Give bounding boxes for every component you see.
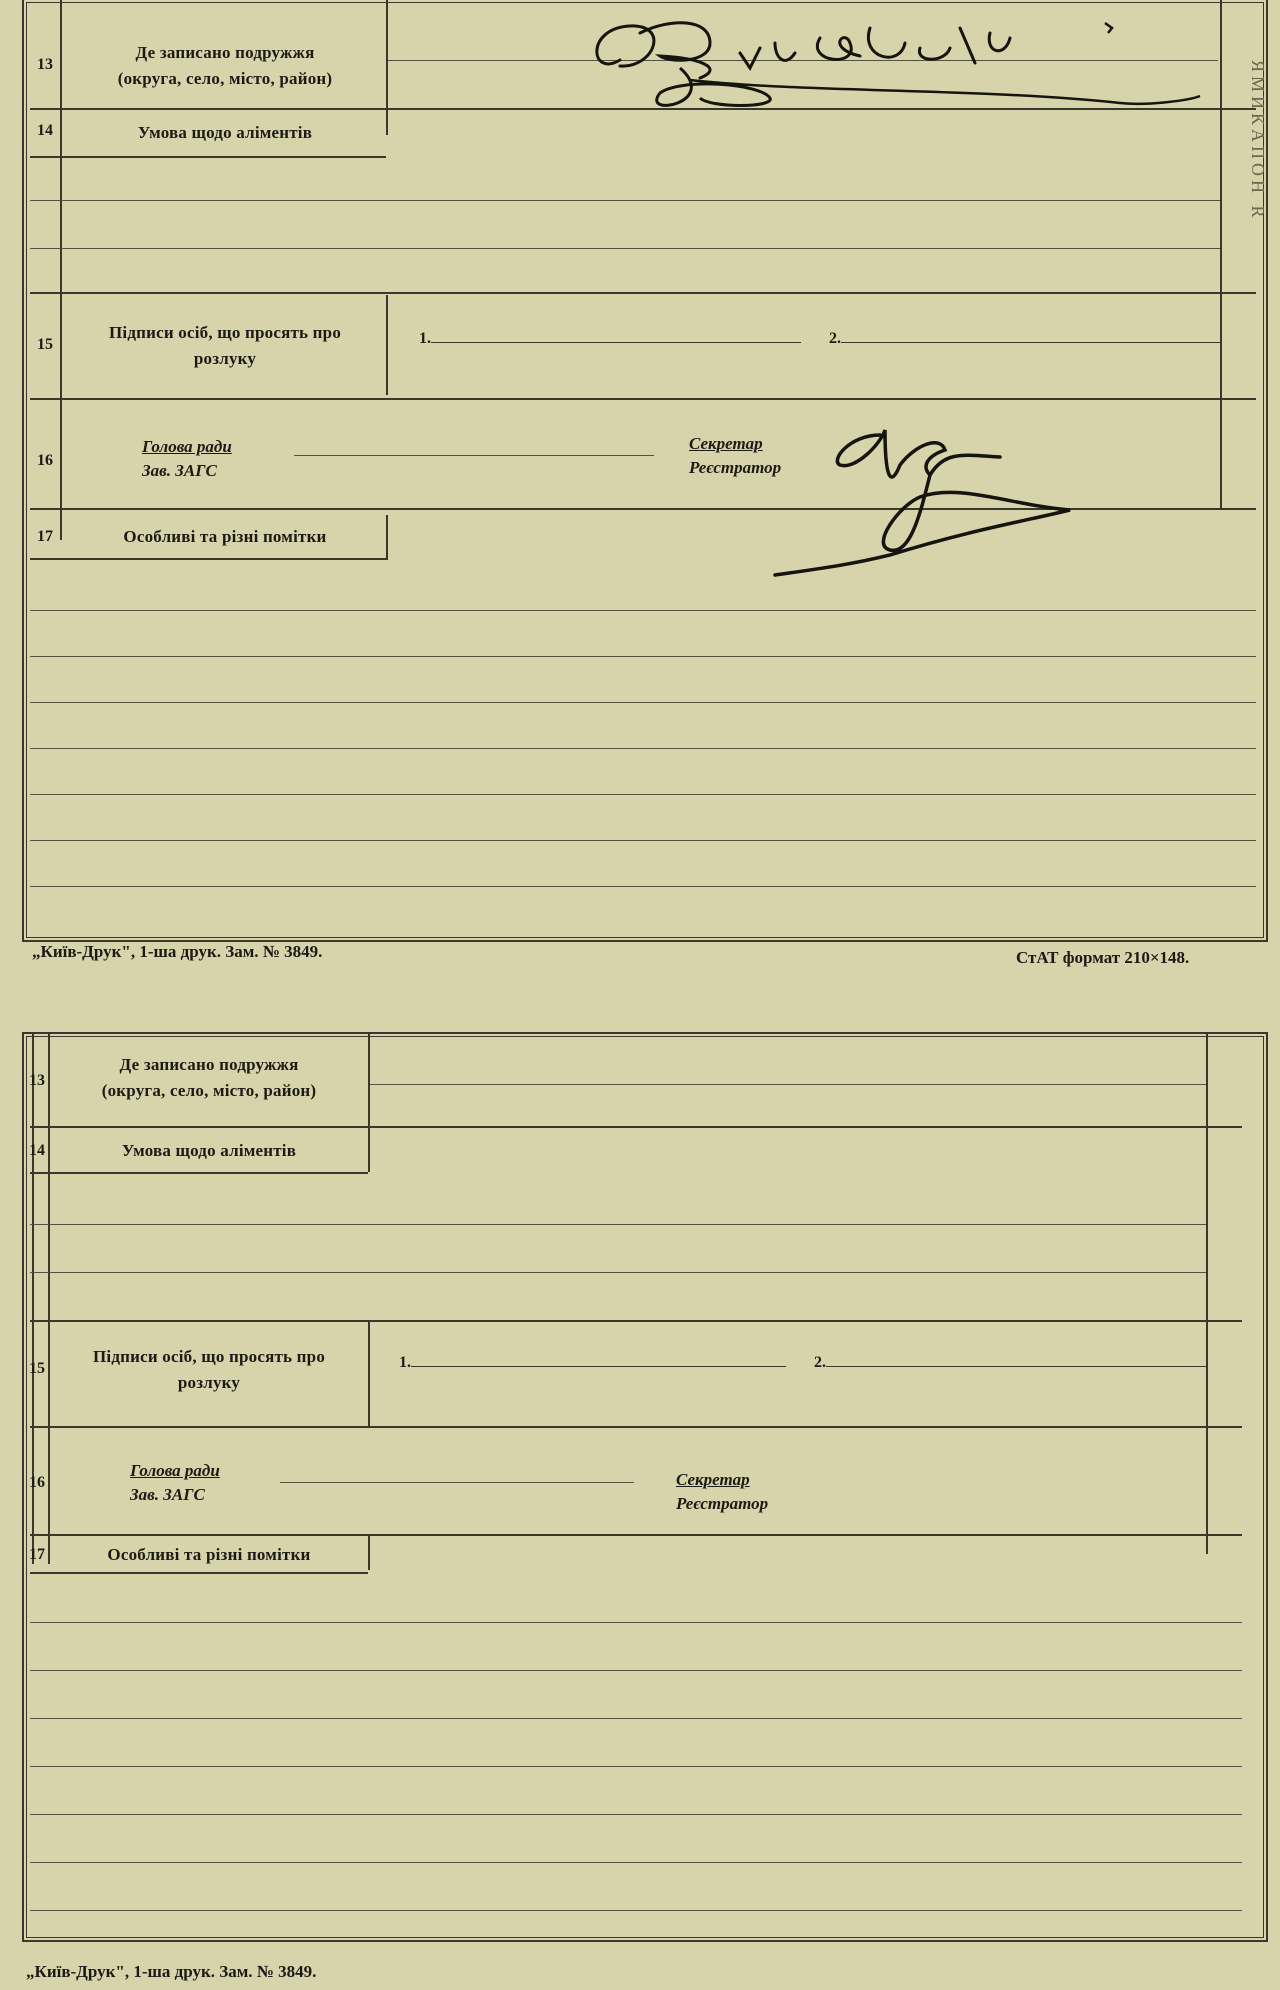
signature-field-2-number: 2. (814, 1354, 826, 1371)
row-divider (30, 1572, 368, 1574)
label-column-divider (386, 515, 388, 560)
registry-head-title: Зав. ЗАГС (130, 1485, 205, 1504)
secretary-signature-label (689, 432, 781, 480)
signature-field-1 (399, 1354, 786, 1372)
row-divider (30, 1534, 1242, 1536)
row-divider (30, 558, 386, 560)
row-number-16: 16 (29, 1474, 45, 1491)
row-number-15: 15 (29, 1360, 45, 1377)
number-column-divider (60, 0, 62, 540)
row-14-label: Умова щодо аліментів (137, 123, 313, 142)
notes-line (30, 1718, 1242, 1719)
row-15-label-line1: Підписи осіб, що просять про (108, 323, 342, 342)
right-margin-divider (1220, 0, 1222, 510)
signature-field-1-number: 1. (419, 330, 431, 347)
secretary-signature-label (676, 1468, 768, 1516)
label-column-divider (368, 1322, 370, 1428)
writing-line (294, 455, 654, 456)
printer-imprint-top: „Київ-Друк", 1-ша друк. Зам. № 3849. (32, 942, 323, 961)
row-number-16: 16 (37, 452, 53, 469)
registry-head-title: Зав. ЗАГС (142, 461, 217, 480)
row-17-label: Особливі та різні помітки (107, 1545, 311, 1564)
signature-field-2-number: 2. (829, 330, 841, 347)
writing-line (30, 200, 1220, 201)
printer-imprint-bottom: „Київ-Друк", 1-ша друк. Зам. № 3849. (26, 1962, 317, 1981)
notes-line (30, 1814, 1242, 1815)
label-column-divider (368, 1034, 370, 1172)
row-15-label-line2: розлуку (193, 349, 257, 368)
writing-line (370, 1084, 1206, 1085)
row-14-label: Умова щодо аліментів (121, 1141, 297, 1160)
row-number-17: 17 (29, 1546, 45, 1563)
signature-field-2 (814, 1354, 1206, 1372)
row-number-13: 13 (37, 56, 53, 73)
row-15-label-line1: Підписи осіб, що просять про (92, 1347, 326, 1366)
handwritten-signature-top (560, 8, 1200, 128)
row-15-label (50, 1344, 368, 1396)
row-divider (30, 398, 1256, 400)
row-number-15: 15 (37, 336, 53, 353)
row-divider (30, 1320, 1242, 1322)
notes-line (30, 1670, 1242, 1671)
label-column-divider (368, 1536, 370, 1570)
notes-line (30, 702, 1256, 703)
row-divider (30, 1426, 1242, 1428)
label-column-divider (386, 295, 388, 395)
notes-line (30, 1910, 1242, 1911)
side-stamp: ЯМИКАПОН R (1248, 60, 1268, 222)
registrar-title: Реєстратор (676, 1494, 769, 1513)
right-margin-divider (1206, 1034, 1208, 1554)
chairman-signature-label (142, 435, 232, 483)
row-13-label (64, 40, 386, 92)
writing-line (30, 1272, 1206, 1273)
row-number-14: 14 (29, 1142, 45, 1159)
notes-line (30, 610, 1256, 611)
row-13-label-line1: Де записано подружжя (119, 1055, 299, 1074)
secretary-title: Секретар (689, 434, 763, 453)
row-15-label-line2: розлуку (177, 1373, 241, 1392)
notes-line (30, 794, 1256, 795)
row-13-label-line2: (округа, село, місто, район) (101, 1081, 317, 1100)
row-13-label-line1: Де записано подружжя (135, 43, 315, 62)
signature-field-2 (829, 330, 1221, 348)
chairman-title: Голова ради (130, 1461, 220, 1480)
writing-line (30, 248, 1220, 249)
chairman-title: Голова ради (142, 437, 232, 456)
row-17-label: Особливі та різні помітки (123, 527, 327, 546)
row-13-label (50, 1052, 368, 1104)
notes-line (30, 840, 1256, 841)
row-divider (30, 1126, 1242, 1128)
format-note: СтАТ формат 210×148. (1016, 948, 1190, 967)
notes-line (30, 1862, 1242, 1863)
divorce-record-form-bottom (22, 1032, 1268, 1942)
handwritten-signature-secretary (770, 405, 1110, 580)
chairman-signature-label (130, 1459, 220, 1507)
row-13-label-line2: (округа, село, місто, район) (117, 69, 333, 88)
signature-field-1 (419, 330, 801, 348)
notes-line (30, 886, 1256, 887)
row-number-17: 17 (37, 528, 53, 545)
row-number-13: 13 (29, 1072, 45, 1089)
row-divider (30, 292, 1256, 294)
label-column-divider (386, 0, 388, 135)
signature-field-1-number: 1. (399, 1354, 411, 1371)
notes-line (30, 1766, 1242, 1767)
row-divider (30, 156, 386, 158)
row-divider (30, 1172, 368, 1174)
secretary-title: Секретар (676, 1470, 750, 1489)
notes-line (30, 656, 1256, 657)
writing-line (30, 1224, 1206, 1225)
row-number-14: 14 (37, 122, 53, 139)
registrar-title: Реєстратор (689, 458, 782, 477)
row-15-label (64, 320, 386, 372)
notes-line (30, 748, 1256, 749)
notes-line (30, 1622, 1242, 1623)
writing-line (280, 1482, 634, 1483)
